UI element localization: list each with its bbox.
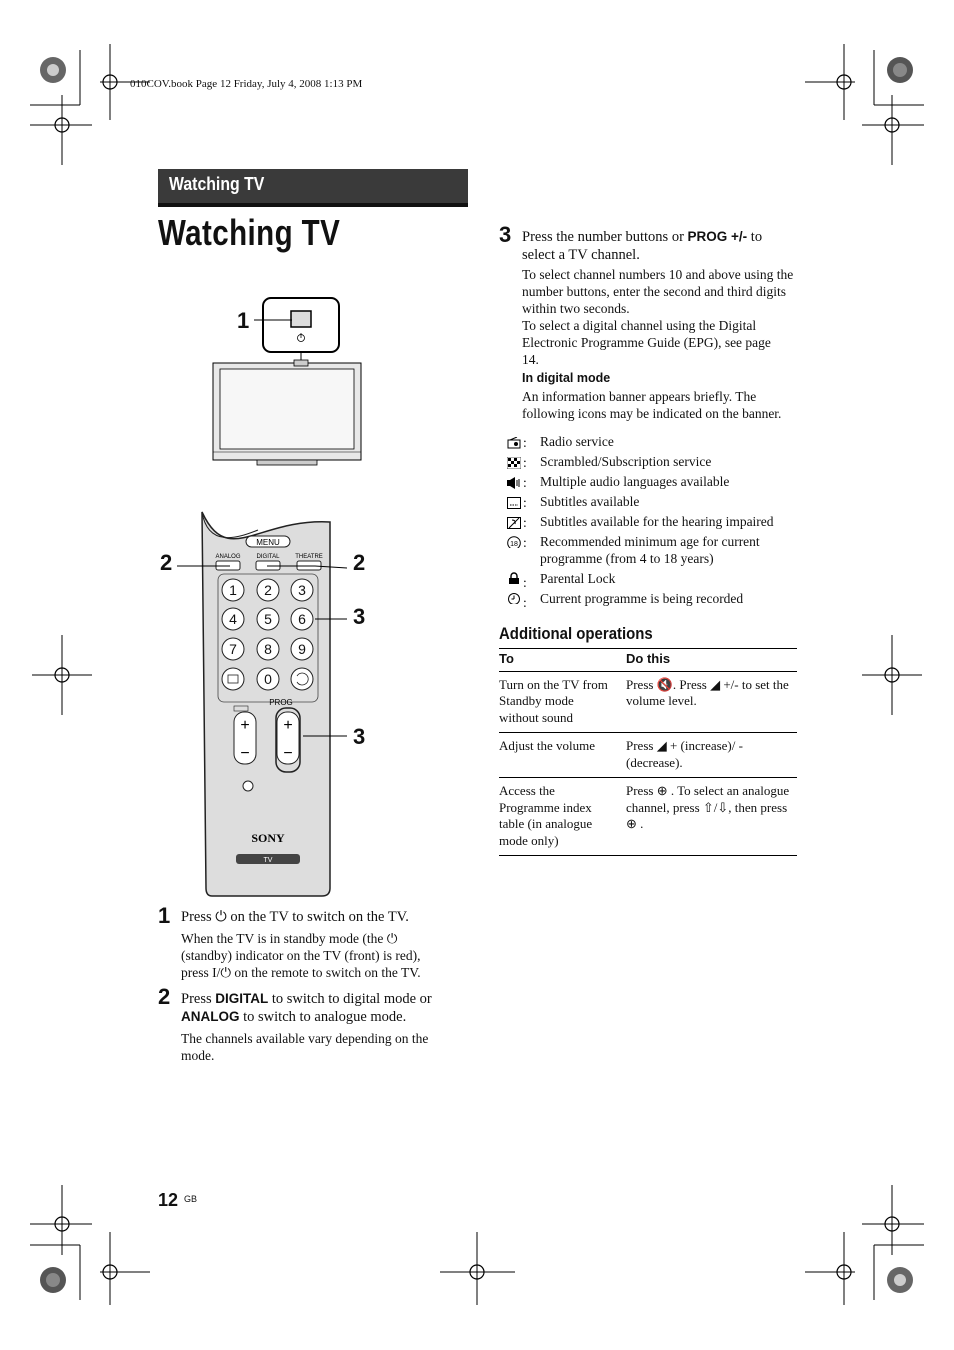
svg-text:+: + bbox=[283, 717, 293, 734]
callout-1-leader bbox=[254, 318, 294, 322]
subtitles-icon bbox=[507, 497, 521, 509]
subtitles-hearing-icon bbox=[507, 517, 521, 529]
step-1-number: 1 bbox=[158, 903, 171, 928]
remote-callout-leaders bbox=[175, 560, 355, 740]
icon-label-subtitles: Subtitles available bbox=[540, 494, 640, 509]
row-to: Access the Programme index table (in analogue mode only) bbox=[499, 778, 626, 856]
icon-label-audio: Multiple audio languages available bbox=[540, 474, 730, 489]
row-to: Adjust the volume bbox=[499, 733, 626, 778]
step-2-text bbox=[181, 990, 461, 1026]
additional-operations-table bbox=[499, 648, 797, 856]
svg-text:9: 9 bbox=[298, 641, 306, 657]
icon-label-clock: Current programme is being recorded bbox=[540, 591, 744, 606]
svg-text:4: 4 bbox=[229, 611, 237, 627]
prog-keyword: PROG +/- bbox=[687, 229, 748, 244]
callout-2-right: 2 bbox=[353, 550, 366, 575]
table-row bbox=[499, 778, 797, 856]
step-2-detail: The channels available vary depending on the mode. bbox=[181, 1031, 429, 1063]
icon-colons: : : : : : : : : bbox=[523, 435, 527, 610]
icon-label-radio: Radio service bbox=[540, 434, 614, 449]
digital-keyword: DIGITAL bbox=[215, 991, 269, 1006]
callout-3-numbers: 3 bbox=[353, 604, 366, 629]
svg-text:−: − bbox=[240, 745, 250, 762]
analog-keyword: ANALOG bbox=[181, 1009, 240, 1024]
col-header-to: To bbox=[499, 649, 626, 672]
svg-text:−: − bbox=[283, 745, 293, 762]
radio-icon bbox=[507, 437, 521, 449]
icon-label-scrambled: Scrambled/Subscription service bbox=[540, 454, 712, 469]
step-2-number: 2 bbox=[158, 984, 171, 1009]
icon-label-subtitles-hearing: Subtitles available for the hearing impaired bbox=[540, 514, 774, 529]
age-18-icon bbox=[507, 536, 521, 548]
step-1-text: Press ⏻ on the TV to switch on the TV. bbox=[181, 909, 409, 925]
callout-1-tv: 1 bbox=[237, 308, 250, 333]
svg-text:7: 7 bbox=[229, 641, 237, 657]
digital-mode-text: An information banner appears briefly. The following icons may be indicated on the banner. bbox=[522, 389, 782, 421]
step-3-detail-2: To select a digital channel using the Digital Electronic Programme Guide (EPG), see page 14. bbox=[522, 318, 771, 367]
svg-text:2: 2 bbox=[264, 582, 272, 598]
svg-text:MENU: MENU bbox=[256, 538, 280, 547]
page-title: Watching TV bbox=[158, 212, 341, 253]
callout-2-left: 2 bbox=[160, 550, 173, 575]
svg-text:1: 1 bbox=[229, 582, 237, 598]
row-do: Press ⊕ . To select an analogue channel, press ⇧/⇩, then press ⊕ . bbox=[626, 778, 797, 856]
step-3-detail-1: To select channel numbers 10 and above using the number buttons, enter the second and third digits within two seconds. bbox=[522, 267, 794, 316]
row-to: Turn on the TV from Standby mode without sound bbox=[499, 671, 626, 733]
svg-text:0: 0 bbox=[264, 671, 272, 687]
language-code: GB bbox=[184, 1194, 198, 1204]
section-header-rule bbox=[158, 203, 468, 207]
step-2-text-post: to switch to analogue mode. bbox=[239, 1009, 407, 1025]
digital-mode-heading: In digital mode bbox=[522, 371, 611, 385]
svg-text:THEATRE: THEATRE bbox=[295, 554, 323, 560]
step-3-number: 3 bbox=[499, 222, 512, 247]
section-title: Watching TV bbox=[169, 174, 265, 194]
clock-icon bbox=[507, 592, 521, 604]
svg-text:SONY: SONY bbox=[251, 831, 285, 845]
svg-text:5: 5 bbox=[264, 611, 272, 627]
table-row bbox=[499, 733, 797, 778]
page-number: 12 bbox=[158, 1190, 179, 1210]
icon-row-radio bbox=[507, 433, 521, 450]
additional-operations-heading: Additional operations bbox=[499, 624, 653, 643]
print-info: 010COV.book Page 12 Friday, July 4, 2008 1:13 PM bbox=[130, 78, 363, 90]
svg-text:8: 8 bbox=[264, 641, 272, 657]
row-do: Press 🔇. Press ◢ +/- to set the volume level. bbox=[626, 671, 797, 733]
scrambled-icon bbox=[507, 457, 521, 469]
svg-text:6: 6 bbox=[298, 611, 306, 627]
svg-text:3: 3 bbox=[298, 582, 306, 598]
table-row bbox=[499, 671, 797, 733]
row-do: Press ◢ + (increase)/ - (decrease). bbox=[626, 733, 797, 778]
icon-label-lock: Parental Lock bbox=[540, 571, 616, 586]
step-1-detail: When the TV is in standby mode (the ⏻ (standby) indicator on the TV (front) is red), press I/⏻ on the remote to switch on the TV. bbox=[181, 931, 421, 980]
step-3-text bbox=[522, 228, 797, 264]
step-2-text-pre: Press bbox=[181, 991, 216, 1007]
lock-icon bbox=[507, 572, 521, 584]
col-header-do: Do this bbox=[626, 649, 797, 672]
callout-3-prog: 3 bbox=[353, 724, 366, 749]
step-2-text-mid: to switch to digital mode or bbox=[268, 991, 432, 1007]
svg-text:TV: TV bbox=[263, 857, 273, 864]
age-18-glyph: 18 bbox=[510, 541, 518, 548]
icon-label-age: Recommended minimum age for current programme (from 4 to 18 years) bbox=[540, 534, 760, 566]
step-3-text-pre: Press the number buttons or bbox=[522, 229, 688, 245]
svg-text:DIGITAL: DIGITAL bbox=[256, 554, 280, 560]
svg-text:+: + bbox=[240, 717, 250, 734]
svg-text:ANALOG: ANALOG bbox=[215, 554, 241, 560]
table-header-row bbox=[499, 649, 797, 672]
audio-languages-icon bbox=[507, 477, 521, 489]
svg-text:PROG: PROG bbox=[269, 698, 293, 707]
step-3-text-post: to select a TV channel. bbox=[522, 229, 763, 263]
